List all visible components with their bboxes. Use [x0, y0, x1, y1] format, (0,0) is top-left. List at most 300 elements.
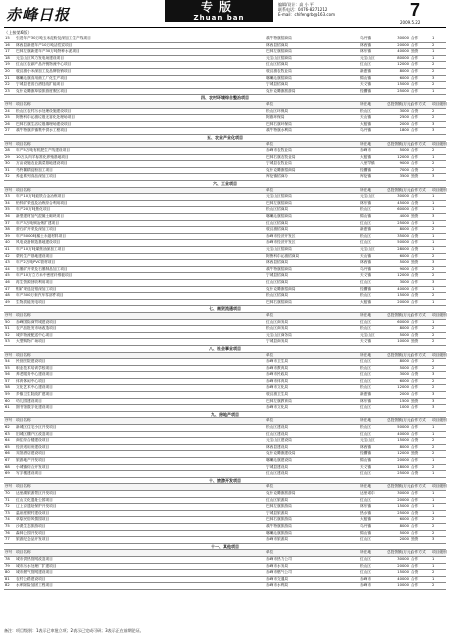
table-cell: 3000 [399, 108, 409, 113]
table-row [4, 122, 446, 129]
table-cell: 小城镇综合开发项目 [16, 464, 50, 469]
table-cell: 合作 [411, 161, 419, 166]
table-row [4, 234, 446, 241]
table-cell: 22 [5, 82, 10, 87]
table-cell: 18000 [397, 464, 409, 469]
table-cell: 8000 [399, 68, 409, 73]
table-cell: 43 [5, 260, 10, 265]
table-cell: 松山区 [360, 293, 372, 298]
table-cell: 翁牛特旗水利局 [266, 128, 292, 133]
column-header: 序号 [5, 187, 13, 192]
table-cell: 翁牛特旗招商局 [266, 36, 292, 40]
table-row [4, 82, 446, 89]
table-cell: 15000 [397, 438, 409, 443]
table-row [4, 425, 446, 432]
table-cell: 万亩设施农业蔬菜基地建设项目 [16, 161, 68, 166]
table-cell: 2 [432, 464, 435, 469]
table-cell: 马铃薯精淀粉加工项目 [16, 167, 53, 172]
table-cell: 10万头肉羊标准化养殖基地项目 [16, 154, 69, 159]
column-header: 项目名称 [16, 101, 31, 106]
table-cell: 80000 [397, 55, 409, 60]
table-cell: 7000 [399, 167, 409, 172]
table-cell: 1 [432, 233, 435, 238]
table-cell: 3 [432, 537, 435, 542]
table-cell: 文化艺术中心建设项目 [16, 385, 53, 390]
table-cell: 2 [432, 115, 435, 120]
column-header-row [4, 188, 446, 195]
table-cell: 1 [432, 55, 435, 60]
table-cell: 独资 [411, 214, 419, 219]
column-header: 总投资额(万元) [387, 312, 413, 317]
table-row [4, 49, 446, 56]
table-cell: 元宝山区建设局 [266, 438, 292, 443]
table-cell: 2 [432, 444, 435, 449]
table-cell: 2 [432, 583, 435, 588]
table-cell: 1 [432, 154, 435, 159]
table-cell: 职业技术培训学校项目 [16, 365, 53, 370]
section-heading: 十一、其他项目 [4, 544, 446, 551]
table-cell: 克什克腾旗建设局 [266, 451, 296, 456]
table-row [4, 280, 446, 287]
table-row [4, 148, 446, 155]
table-cell: 林东镇 [360, 398, 372, 403]
table-cell: 温泉度假村建设项目 [16, 510, 50, 515]
table-cell: 71 [5, 497, 10, 502]
table-cell: 1 [432, 458, 435, 462]
table-cell: 红山区 [360, 471, 372, 476]
table-cell: 巴林左旗旅游局 [266, 504, 292, 509]
table-row [4, 300, 446, 307]
table-cell: 56 [5, 372, 10, 377]
table-cell: 15000 [397, 570, 409, 575]
table-cell: 旧城区棚户区改造项目 [16, 431, 53, 436]
column-header: 合作方式 [411, 418, 426, 423]
table-cell: 44 [5, 266, 10, 271]
table-cell: 合作 [411, 253, 419, 258]
table-cell: 风电设备制造基地建设项目 [16, 240, 61, 245]
table-cell: 6000 [399, 378, 409, 383]
table-cell: 2000 [399, 537, 409, 542]
table-row [4, 385, 446, 392]
table-cell: 2 [432, 365, 435, 370]
column-header: 合作方式 [411, 484, 426, 489]
column-header: 合作方式 [411, 101, 426, 106]
table-cell: 林西县建设局 [266, 444, 289, 449]
table-cell: 年产20万吨焦化项目 [16, 207, 51, 212]
table-cell: 年产300万套汽车零部件项目 [16, 293, 64, 298]
table-row [4, 531, 446, 538]
table-cell: 3000 [399, 372, 409, 377]
table-cell: 3 [432, 405, 435, 410]
table-cell: 再生资源回收利用项目 [16, 279, 53, 284]
table-cell: 赤峰市民政局 [266, 372, 289, 377]
column-header: 总投资额(万元) [387, 418, 413, 423]
table-cell: 赤峰市 [360, 148, 372, 153]
table-cell: 2 [432, 517, 435, 522]
table-cell: 40000 [397, 431, 409, 436]
table-cell: 1 [432, 556, 435, 561]
table-cell: 红山区旅游局 [266, 497, 289, 502]
table-cell: 30000 [397, 490, 409, 495]
project-table [4, 36, 446, 590]
table-cell: 合作 [411, 497, 419, 502]
table-cell: 喀喇沁旗食用菌工厂化生产项目 [16, 75, 68, 80]
table-cell: 赤峰市热力公司 [266, 556, 292, 561]
column-header: 总投资额(万元) [387, 550, 413, 555]
table-cell: 辽上京遗址保护开发项目 [16, 504, 57, 509]
table-cell: 28000 [397, 247, 409, 251]
table-cell: 2 [432, 161, 435, 166]
table-cell: 红山区 [360, 570, 372, 575]
table-cell: 松山区招商局 [266, 207, 289, 212]
table-cell: 松山区 [360, 425, 372, 430]
table-cell: 独资 [411, 49, 419, 54]
table-cell: 松山区农村污水处理设施建设项目 [16, 108, 72, 113]
table-cell: 1 [432, 497, 435, 502]
table-cell: 合作 [411, 326, 419, 331]
table-cell: 合作 [411, 464, 419, 469]
table-cell: 21 [5, 75, 10, 80]
column-header-row [4, 142, 446, 149]
table-cell: 18 [5, 55, 10, 60]
section-heading: 八、社会事业项目 [4, 346, 446, 353]
table-cell: 40000 [397, 576, 409, 581]
column-header: 项目级别 [432, 312, 447, 317]
table-cell: 1 [432, 576, 435, 581]
table-cell: 经棚镇 [360, 88, 372, 93]
table-cell: 红山区 [360, 497, 372, 502]
column-header: 总投资额(万元) [387, 101, 413, 106]
section-heading: 十、旅游开发项目 [4, 478, 446, 485]
table-cell: 1500 [399, 398, 409, 403]
table-cell: 赤峰市 [360, 576, 372, 581]
table-cell: 宁城县商务局 [266, 339, 289, 344]
table-cell: 74 [5, 517, 10, 522]
issue-date: 2009.5.22 [400, 20, 421, 25]
table-cell: 合资 [411, 167, 419, 172]
table-cell: 翁牛特旗旅游局 [266, 523, 292, 528]
table-cell: 红山区建设局 [266, 431, 289, 436]
table-cell: 1 [432, 88, 435, 93]
table-cell: 2 [432, 266, 435, 271]
table-cell: 经棚镇 [360, 167, 372, 172]
table-cell: 合作 [411, 530, 419, 535]
table-row [4, 451, 446, 458]
table-cell: 2 [432, 108, 435, 113]
table-cell: 商住综合楼建设项目 [16, 438, 50, 443]
table-cell: 合作 [411, 523, 419, 528]
table-cell: 合作 [411, 207, 419, 212]
table-cell: 幼儿园建设项目 [16, 398, 42, 403]
table-row [4, 333, 446, 340]
table-row [4, 326, 446, 333]
column-header: 项目级别 [432, 484, 447, 489]
table-cell: 12000 [397, 451, 409, 456]
table-cell: 合作 [411, 266, 419, 271]
table-cell: 12000 [397, 273, 409, 278]
table-row [4, 207, 446, 214]
table-row [4, 339, 446, 346]
column-header: 序号 [5, 312, 13, 317]
column-header: 单位 [266, 550, 274, 555]
table-cell: 沙漠生态旅游项目 [16, 523, 46, 528]
table-cell: 合作 [411, 425, 419, 430]
table-row [4, 36, 446, 43]
table-cell: 76 [5, 530, 10, 535]
table-cell: 20000 [397, 42, 409, 47]
table-cell: 敖汉旗招商局 [266, 227, 289, 232]
table-cell: 1 [432, 49, 435, 54]
table-cell: 喀喇沁旗建设局 [266, 458, 292, 462]
table-cell: 合作 [411, 62, 419, 67]
table-cell: 阿鲁科尔沁旗垃圾无害化处理场项目 [16, 115, 75, 120]
column-header-row [4, 353, 446, 360]
section-heading: 七、商贸流通项目 [4, 306, 446, 313]
table-row [4, 458, 446, 465]
table-cell: 29 [5, 154, 10, 159]
column-header: 所在地 [360, 550, 372, 555]
column-header: 单位 [266, 484, 274, 489]
table-cell: 合作 [411, 490, 419, 495]
table-cell: 合作 [411, 405, 419, 410]
column-header: 序号 [5, 484, 13, 489]
table-cell: 2000 [399, 392, 409, 397]
table-cell: 1 [432, 240, 435, 245]
table-cell: 42 [5, 253, 10, 258]
table-cell: 12000 [397, 154, 409, 159]
table-row [4, 214, 446, 221]
table-cell: 年产3万吨铜冶炼扩建项目 [16, 220, 59, 225]
table-cell: 赤峰市旅游局 [266, 537, 289, 542]
table-cell: 78 [5, 556, 10, 561]
table-cell: 元宝山区 [360, 247, 375, 251]
table-cell: 合作 [411, 378, 419, 383]
table-cell: 26 [5, 121, 10, 126]
table-cell: 合资 [411, 273, 419, 278]
table-cell: 3000 [399, 279, 409, 284]
header-rule [4, 27, 446, 28]
table-cell: 合资 [411, 233, 419, 238]
table-cell: 松山区 [360, 326, 372, 331]
table-row [4, 194, 446, 201]
table-cell: 新型建材加气混凝土砌块项目 [16, 214, 64, 219]
table-cell: 3 [432, 398, 435, 403]
table-cell: 合作 [411, 299, 419, 304]
table-row [4, 168, 446, 175]
table-cell: 林西镇 [360, 42, 372, 47]
table-cell: 克什克腾旗招商局 [266, 286, 296, 291]
column-header: 合作方式 [411, 312, 426, 317]
table-cell: 独资 [411, 174, 419, 179]
column-header: 所在地 [360, 312, 372, 317]
column-header-row [4, 418, 446, 425]
table-cell: 25000 [397, 510, 409, 515]
table-row [4, 293, 446, 300]
table-cell: 65 [5, 444, 10, 449]
table-cell: 53 [5, 339, 10, 344]
column-header: 总投资额(万元) [387, 141, 413, 146]
table-cell: 翁牛特旗乡镇集中供水工程项目 [16, 128, 68, 133]
table-cell: 红山区 [360, 319, 372, 324]
table-cell: 2 [432, 167, 435, 172]
table-cell: 3 [432, 174, 435, 179]
page-header [0, 0, 450, 28]
column-header: 项目级别 [432, 141, 447, 146]
table-cell: 10000 [397, 339, 409, 344]
table-cell: 年产2万吨PVC管材项目 [16, 260, 56, 265]
table-cell: 3 [432, 260, 435, 265]
column-header: 项目级别 [432, 187, 447, 192]
table-cell: 写字楼建设项目 [16, 471, 42, 476]
table-cell: 达里湖旅游景区开发项目 [16, 490, 57, 495]
table-cell: 合作 [411, 42, 419, 47]
table-cell: 2000 [399, 121, 409, 126]
table-cell: 67 [5, 458, 10, 462]
table-cell: 合资 [411, 438, 419, 443]
column-header: 项目名称 [16, 187, 31, 192]
table-cell: 8000 [399, 444, 409, 449]
table-cell: 年产10万立方米中密度纤维板项目 [16, 273, 73, 278]
table-row [4, 254, 446, 261]
table-cell: 年产10万吨煤焦油深加工项目 [16, 247, 65, 251]
table-cell: 赤峰国际商贸城建设项目 [16, 319, 57, 324]
table-cell: 红山区商务局 [266, 319, 289, 324]
table-cell: 克什克腾旗旅游局 [266, 490, 296, 495]
table-cell: 9000 [399, 266, 409, 271]
table-cell: 合作 [411, 279, 419, 284]
table-cell: 60000 [397, 319, 409, 324]
table-cell: 2 [432, 273, 435, 278]
table-cell: 新惠镇 [360, 392, 372, 397]
table-cell: 合作 [411, 556, 419, 561]
table-cell: 达里诺尔 [360, 490, 375, 495]
table-cell: 大板镇 [360, 121, 372, 126]
table-cell: 63 [5, 431, 10, 436]
table-cell: 52 [5, 332, 10, 337]
column-header: 所在地 [360, 352, 372, 357]
table-cell: 赤峰市交通局 [266, 576, 289, 581]
table-row [4, 89, 446, 96]
table-row [4, 359, 446, 366]
table-cell: 合作 [411, 576, 419, 581]
table-cell: 锦山镇 [360, 75, 372, 80]
table-cell: 红山区 [360, 220, 372, 225]
table-row [4, 115, 446, 122]
table-cell: 红山区招商局 [266, 279, 289, 284]
column-header: 单位 [266, 101, 274, 106]
table-cell: 合作 [411, 194, 419, 199]
column-header: 项目名称 [16, 352, 31, 357]
table-cell: 合作 [411, 563, 419, 568]
table-cell: 66 [5, 451, 10, 456]
table-cell: 赤峰市燃气公司 [266, 570, 292, 575]
table-cell: 宁城县建设局 [266, 464, 289, 469]
table-cell: 敖汉旗卫生局 [266, 392, 289, 397]
table-cell: 合作 [411, 319, 419, 324]
column-header: 单位 [266, 352, 274, 357]
table-cell: 大板镇 [360, 299, 372, 304]
table-cell: 2 [432, 451, 435, 456]
table-cell: 合作 [411, 359, 419, 364]
table-cell: 49 [5, 299, 10, 304]
table-cell: 25000 [397, 471, 409, 476]
table-cell: 合资 [411, 200, 419, 205]
table-cell: 1 [432, 490, 435, 495]
table-cell: 57 [5, 378, 10, 383]
table-cell: 锦山镇 [360, 530, 372, 535]
column-header: 项目名称 [16, 550, 31, 555]
table-cell: 40 [5, 240, 10, 245]
table-cell: 赤峰市经济开发区 [266, 233, 296, 238]
table-row [4, 221, 446, 228]
table-cell: 森林公园开发项目 [16, 530, 46, 535]
column-header: 总投资额(万元) [387, 187, 413, 192]
table-cell: 红山区 [360, 556, 372, 561]
table-cell: 喀喇沁旗旅游局 [266, 530, 292, 535]
table-row [4, 320, 446, 327]
table-cell: 2 [432, 42, 435, 47]
table-cell: 经棚镇 [360, 451, 372, 456]
table-cell: 合作 [411, 444, 419, 449]
table-cell: 2 [432, 385, 435, 390]
table-cell: 新惠镇 [360, 227, 372, 232]
table-cell: 33 [5, 194, 10, 199]
table-cell: 荞麦系列食品深加工项目 [16, 174, 57, 179]
table-cell: 2 [432, 293, 435, 298]
table-cell: 天义镇 [360, 82, 372, 87]
table-cell: 3 [432, 75, 435, 80]
table-cell: 30000 [397, 556, 409, 561]
table-cell: 合作 [411, 286, 419, 291]
table-cell: 元宝山区风力发电场建设项目 [16, 55, 64, 60]
column-header: 项目名称 [16, 312, 31, 317]
table-cell: 20000 [397, 497, 409, 502]
table-cell: 乌丹镇 [360, 128, 372, 133]
table-cell: 乡镇卫生院改扩建项目 [16, 392, 53, 397]
table-cell: 敖汉旗小米深加工及品牌营销项目 [16, 68, 72, 73]
section-title-en: Zhuan ban [193, 14, 245, 22]
table-cell: 3 [432, 372, 435, 377]
table-row [4, 174, 446, 181]
table-cell: 元宝山区 [360, 55, 375, 60]
table-row [4, 445, 446, 452]
column-header: 合作方式 [411, 550, 426, 555]
table-cell: 合作 [411, 55, 419, 60]
table-cell: 合作 [411, 365, 419, 370]
table-cell: 巴林右旗环保局 [266, 121, 292, 126]
section-title-box [165, 0, 273, 22]
table-cell: 赤峰市水利局 [266, 583, 289, 588]
column-header: 项目级别 [432, 352, 447, 357]
table-cell: 赤峰市教育局 [266, 365, 289, 370]
table-cell: 2 [432, 339, 435, 344]
column-header: 所在地 [360, 141, 372, 146]
column-header: 合作方式 [411, 141, 426, 146]
table-cell: 大板镇 [360, 154, 372, 159]
table-cell: 松山区建设局 [266, 425, 289, 430]
column-header: 单位 [266, 141, 274, 146]
table-cell: 77 [5, 537, 10, 542]
table-cell: 1 [432, 319, 435, 324]
editor-line: 编辑/设计：高 小 平 [278, 2, 314, 7]
table-cell: 红山区建设局 [266, 471, 289, 476]
table-row [4, 405, 446, 412]
table-cell: 图书馆数字化建设项目 [16, 405, 53, 410]
table-cell: 3500 [399, 174, 409, 179]
column-header: 单位 [266, 418, 274, 423]
table-cell: 赤峰市水务局 [266, 563, 289, 568]
table-cell: 城市供热管网改造项目 [16, 556, 53, 561]
